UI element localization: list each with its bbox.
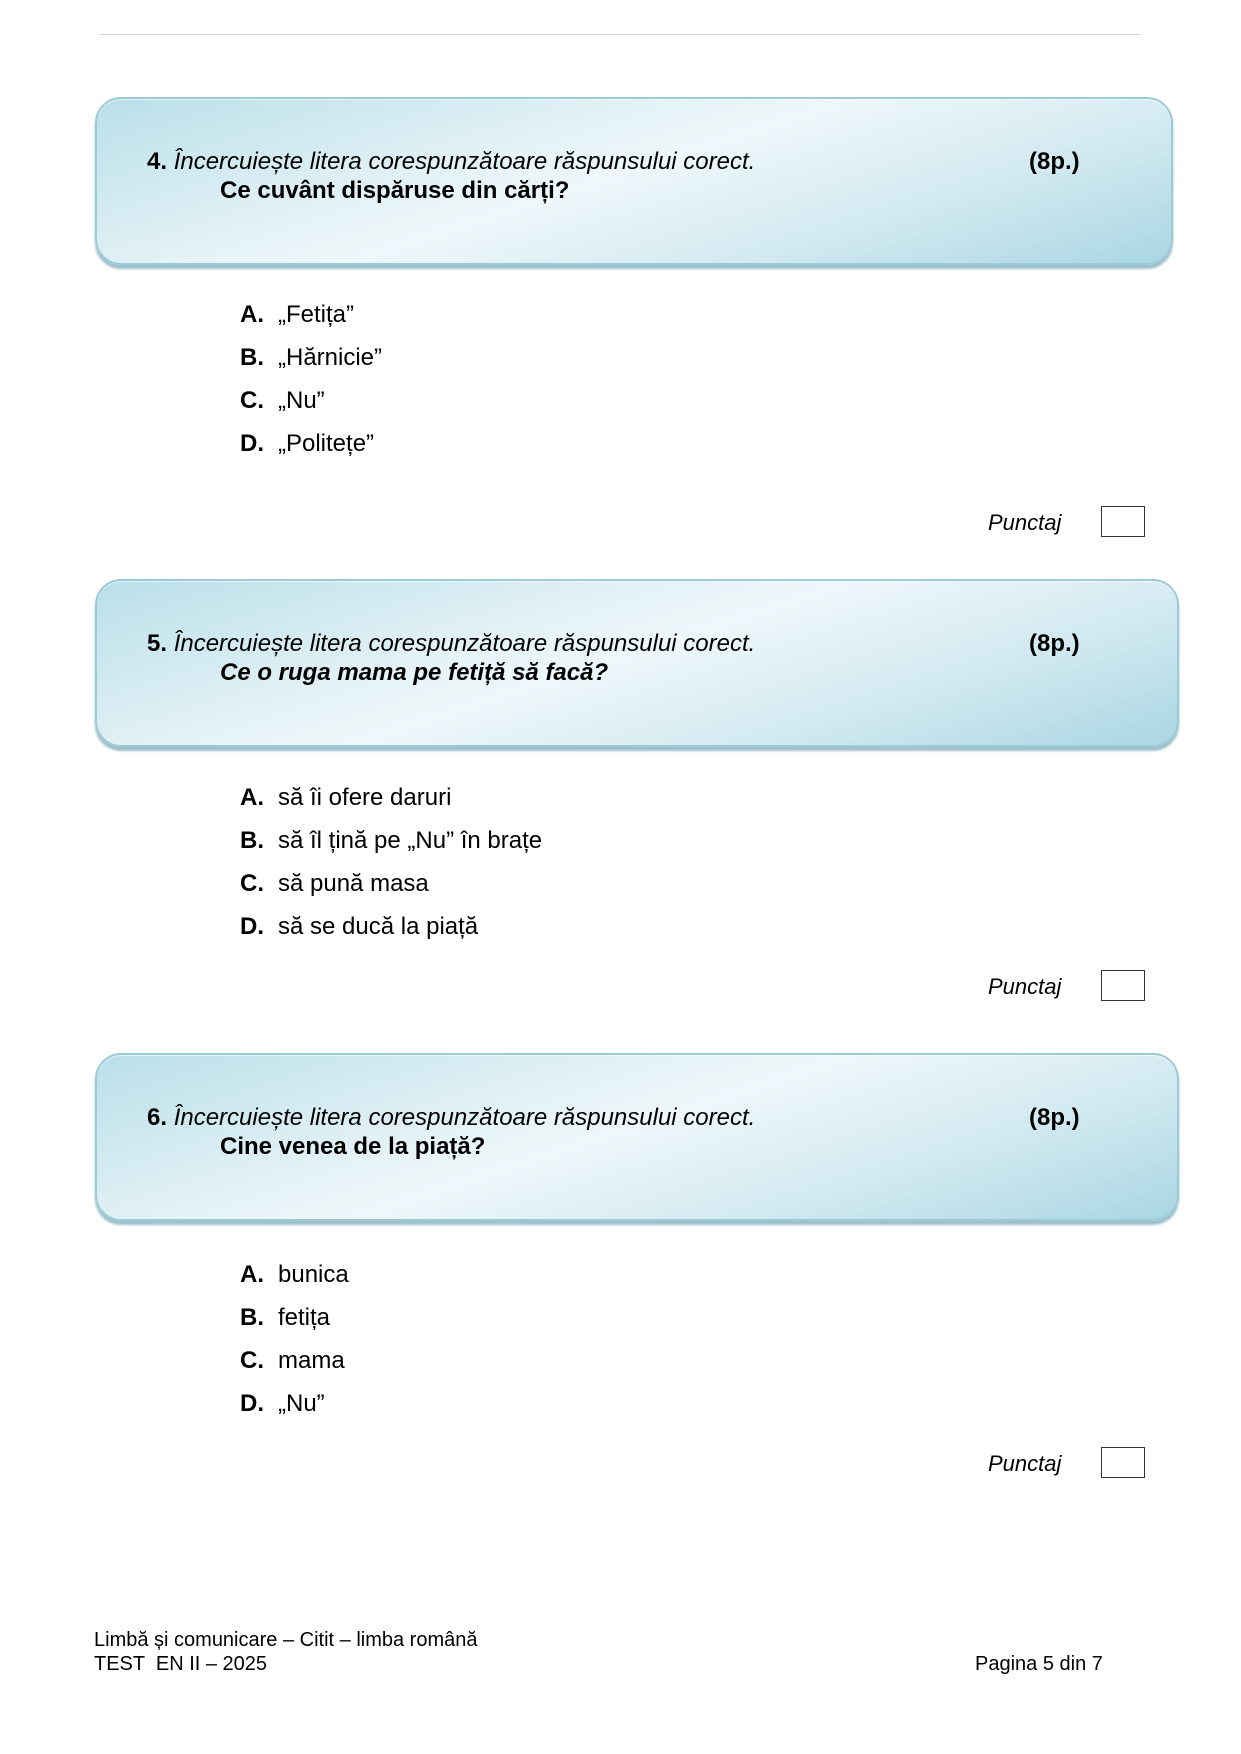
- option-text: „Fetița”: [278, 301, 355, 328]
- option-letter: A.: [240, 301, 264, 328]
- question-5-score: [988, 970, 1143, 1004]
- option-letter: A.: [240, 784, 264, 811]
- question-5-box: [95, 579, 1179, 747]
- footer-page-number: Pagina 5 din 7: [975, 1653, 1103, 1675]
- question-number: 6.: [147, 1104, 168, 1131]
- option-letter: C.: [240, 1347, 264, 1374]
- question-instruction: Încercuiește litera corespunzătoare răspunsului corect.: [173, 148, 756, 175]
- question-number: 5.: [147, 630, 168, 657]
- option-text: să îi ofere daruri: [278, 784, 452, 811]
- question-5-options: [240, 776, 542, 948]
- option-b[interactable]: [240, 336, 382, 379]
- option-text: să pună masa: [278, 870, 429, 897]
- question-6-instruction-line: [147, 1104, 755, 1132]
- header-divider: [100, 34, 1140, 35]
- option-letter: D.: [240, 1390, 264, 1417]
- option-letter: D.: [240, 430, 264, 457]
- option-c[interactable]: [240, 1339, 349, 1382]
- option-letter: C.: [240, 870, 264, 897]
- option-text: să se ducă la piață: [278, 913, 479, 940]
- footer-subject: Limbă și comunicare – Citit – limba română: [94, 1629, 478, 1651]
- option-c[interactable]: [240, 379, 382, 422]
- option-letter: A.: [240, 1261, 264, 1288]
- option-text: „Politețe”: [278, 430, 375, 457]
- option-letter: B.: [240, 827, 264, 854]
- score-box[interactable]: [1101, 506, 1145, 537]
- option-c[interactable]: [240, 862, 542, 905]
- option-text: „Nu”: [278, 387, 325, 414]
- option-letter: B.: [240, 344, 264, 371]
- question-5-instruction-line: [147, 630, 755, 658]
- score-label: Punctaj: [988, 974, 1062, 999]
- footer-left: [94, 1628, 478, 1676]
- question-points: (8p.): [1029, 1104, 1080, 1131]
- question-4-box: [95, 97, 1173, 265]
- option-letter: C.: [240, 387, 264, 414]
- question-number: 4.: [147, 148, 168, 175]
- option-text: bunica: [278, 1261, 349, 1288]
- question-instruction: Încercuiește litera corespunzătoare răspunsului corect.: [173, 630, 756, 657]
- option-a[interactable]: [240, 776, 542, 819]
- option-d[interactable]: [240, 905, 542, 948]
- question-6-box: [95, 1053, 1179, 1221]
- option-b[interactable]: [240, 819, 542, 862]
- option-d[interactable]: [240, 1382, 349, 1425]
- question-text: Cine venea de la piață?: [220, 1133, 486, 1160]
- option-text: „Hărnicie”: [278, 344, 383, 371]
- option-text: fetița: [278, 1304, 331, 1331]
- score-box[interactable]: [1101, 970, 1145, 1001]
- question-text: Ce o ruga mama pe fetiță să facă?: [220, 659, 609, 686]
- score-label: Punctaj: [988, 510, 1062, 535]
- option-text: mama: [278, 1347, 345, 1374]
- question-4-options: [240, 293, 382, 465]
- question-6-options: [240, 1253, 349, 1425]
- question-4-instruction-line: [147, 148, 755, 176]
- question-text: Ce cuvânt dispăruse din cărți?: [220, 177, 570, 204]
- score-label: Punctaj: [988, 1451, 1062, 1476]
- option-a[interactable]: [240, 1253, 349, 1296]
- option-text: „Nu”: [278, 1390, 325, 1417]
- score-box[interactable]: [1101, 1447, 1145, 1478]
- question-6-score: [988, 1447, 1143, 1481]
- option-letter: D.: [240, 913, 264, 940]
- question-points: (8p.): [1029, 630, 1080, 657]
- option-d[interactable]: [240, 422, 382, 465]
- option-text: să îl țină pe „Nu” în brațe: [278, 827, 543, 854]
- question-instruction: Încercuiește litera corespunzătoare răspunsului corect.: [173, 1104, 756, 1131]
- question-4-score: [988, 506, 1143, 540]
- question-points: (8p.): [1029, 148, 1080, 175]
- option-letter: B.: [240, 1304, 264, 1331]
- option-a[interactable]: [240, 293, 382, 336]
- footer-test: TEST EN II – 2025: [94, 1653, 268, 1675]
- option-b[interactable]: [240, 1296, 349, 1339]
